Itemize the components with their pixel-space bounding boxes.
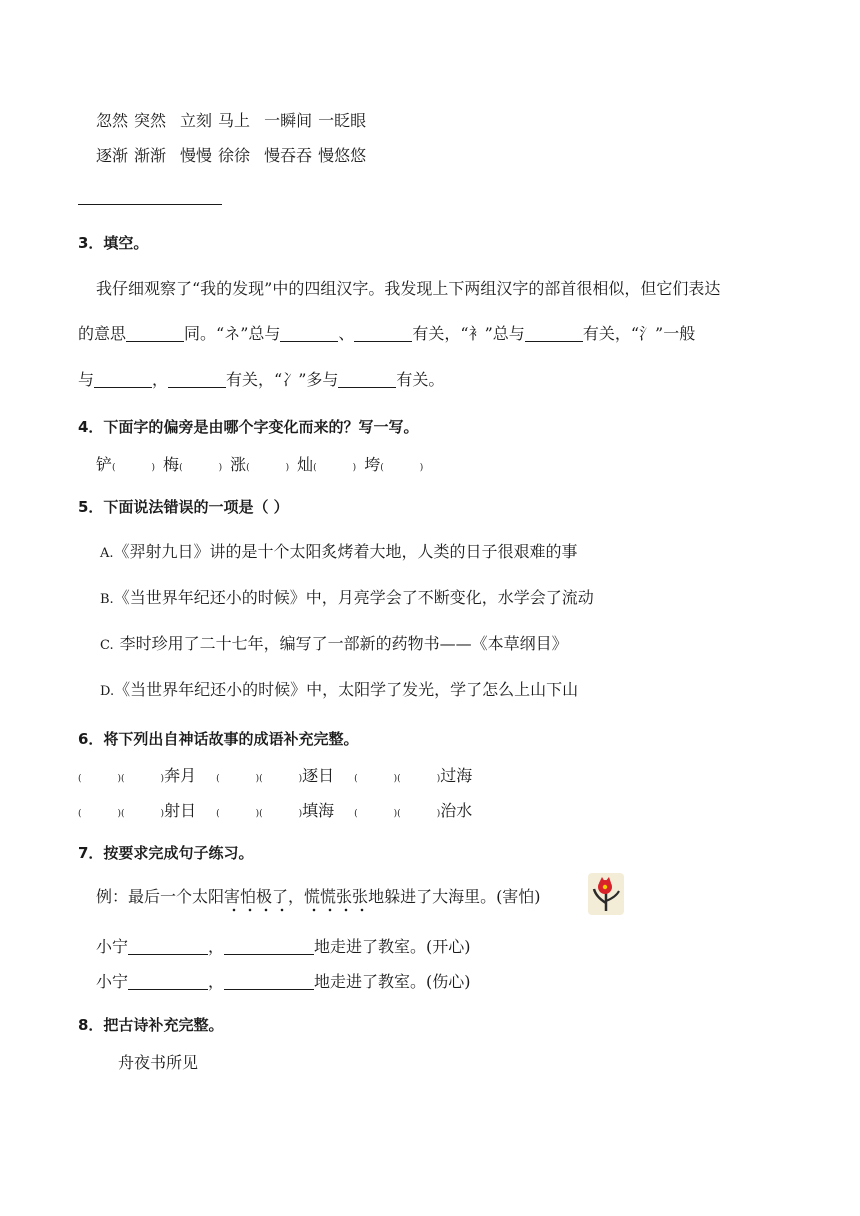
fill-blank[interactable] [224, 973, 314, 990]
word: 渐渐 [134, 146, 167, 165]
option-b[interactable]: B.《当世界年纪还小的时候》中，月亮学会了不断变化，水学会了流动 [100, 588, 594, 607]
word-row-2 [96, 145, 366, 167]
sentence-2: 小宁 ， 地走进了教室。(伤心) [96, 972, 471, 991]
poem-title: 舟夜书所见 [118, 1053, 199, 1072]
fill-blank[interactable] [224, 938, 314, 955]
word: 一眨眼 [318, 111, 367, 130]
flower-icon [588, 873, 624, 915]
fill-blank[interactable] [168, 371, 226, 388]
char: 铲 [96, 455, 113, 474]
fill-blank[interactable] [94, 371, 152, 388]
question-7-title: 7．按要求完成句子练习。 [78, 844, 254, 862]
question-5-title: 5．下面说法错误的一项是（ ） [78, 498, 289, 516]
idiom-row-1: ( )( )奔月 ( )( )逐日 ( )( )过海 [78, 766, 473, 785]
example-sentence: 例：最后一个太阳害怕极了 ，慌慌张张 地躲进了大海里。(害怕) [96, 886, 541, 908]
question-3-line-3: 与 ， 有关，“冫”多与 有关。 [78, 370, 445, 389]
fill-blank[interactable] [338, 371, 396, 388]
sentence-1: 小宁 ， 地走进了教室。(开心) [96, 937, 471, 956]
word: 徐徐 [218, 146, 251, 165]
word: 慢吞吞 [264, 146, 313, 165]
dotted-phrase: 慌慌张张 [304, 887, 368, 906]
word: 慢慢 [180, 146, 213, 165]
word: 逐渐 [96, 146, 129, 165]
word: 忽然 [96, 111, 129, 130]
question-3-line-1: 我仔细观察了“我的发现”中的四组汉字。我发现上下两组汉字的部首很相似，但它们表达 [96, 279, 721, 298]
word-row-1 [96, 110, 366, 132]
option-d[interactable]: D.《当世界年纪还小的时候》中，太阳学了发光，学了怎么上山下山 [100, 680, 579, 699]
answer-line [78, 204, 222, 205]
char: 涨 [230, 455, 247, 474]
idiom-row-2: ( )( )射日 ( )( )填海 ( )( )治水 [78, 801, 473, 820]
option-c[interactable]: C. 李时珍用了二十七年，编写了一部新的药物书——《本草纲目》 [100, 634, 568, 653]
question-3-line-2: 的意思 同。“ネ”总与 、 有关，“衤”总与 有关，“氵”一般 [78, 324, 696, 343]
question-4-chars: 铲( ) 梅( ) 涨( ) 灿( ) 垮( ) [96, 455, 424, 474]
word: 突然 [134, 111, 167, 130]
option-a[interactable]: A.《羿射九日》讲的是十个太阳炙烤着大地，人类的日子很艰难的事 [100, 542, 578, 561]
fill-blank[interactable] [354, 325, 412, 342]
char: 梅 [163, 455, 180, 474]
fill-blank[interactable] [128, 973, 208, 990]
char: 灿 [297, 455, 314, 474]
fill-blank[interactable] [128, 938, 208, 955]
question-8-title: 8．把古诗补充完整。 [78, 1016, 224, 1034]
question-3-title: 3．填空。 [78, 234, 149, 252]
fill-blank[interactable] [126, 325, 184, 342]
word: 立刻 [180, 111, 213, 130]
question-4-title: 4．下面字的偏旁是由哪个字变化而来的？写一写。 [78, 418, 419, 436]
word: 慢悠悠 [318, 146, 367, 165]
word: 一瞬间 [264, 111, 313, 130]
question-6-title: 6．将下列出自神话故事的成语补充完整。 [78, 730, 359, 748]
word: 马上 [218, 111, 251, 130]
fill-blank[interactable] [525, 325, 583, 342]
dotted-phrase: 害怕极了 [224, 887, 288, 906]
char: 垮 [364, 455, 381, 474]
fill-blank[interactable] [280, 325, 338, 342]
